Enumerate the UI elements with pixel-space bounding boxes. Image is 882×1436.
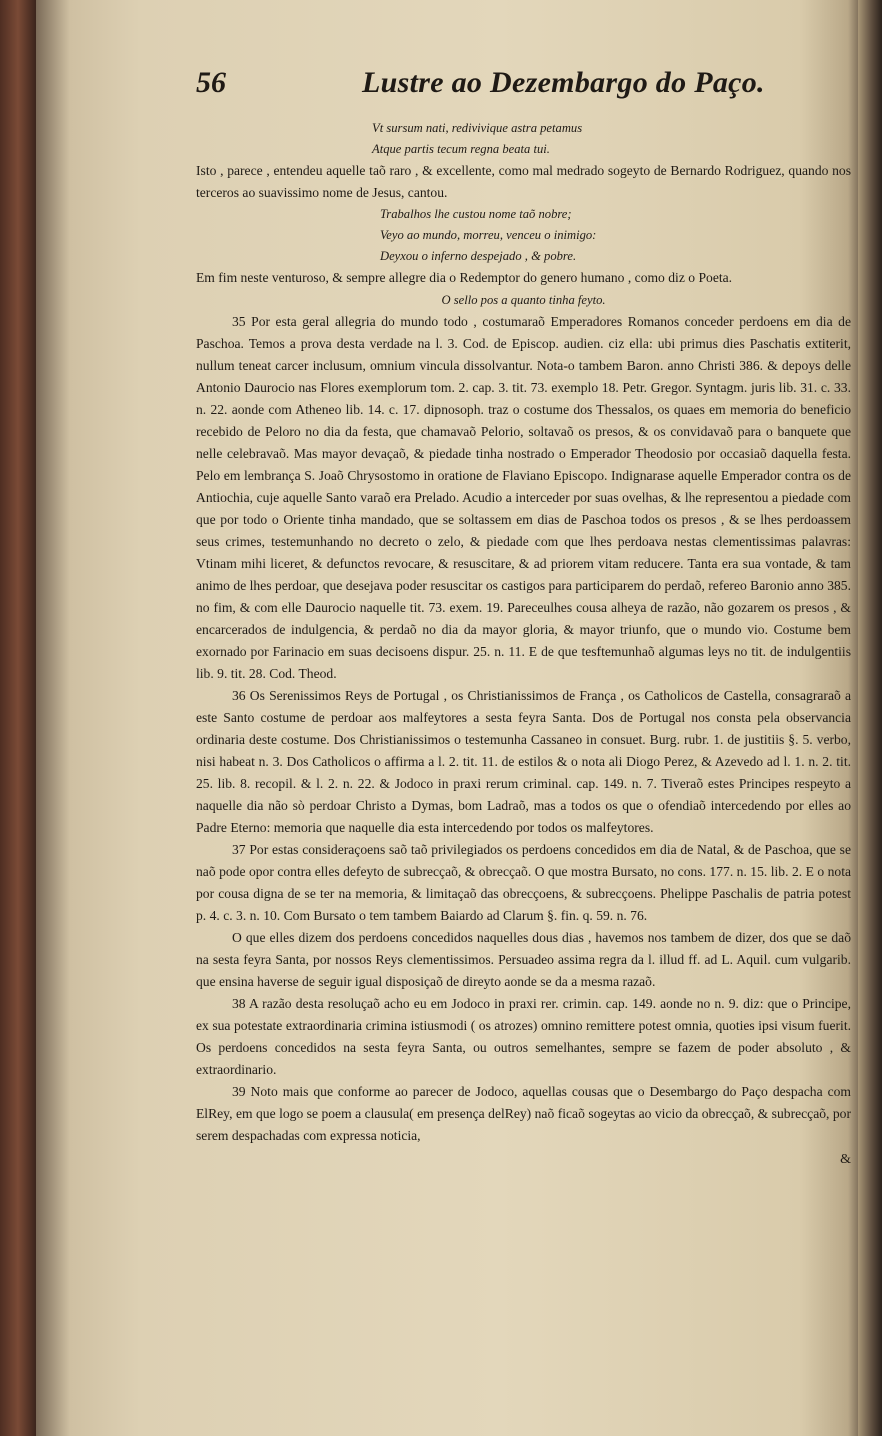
verse-line: Trabalhos lhe custou nome taõ nobre;: [380, 207, 572, 221]
catchword: &: [840, 1152, 851, 1167]
paragraph-37: 37 Por estas consideraçoens saõ taõ privilegiados os perdoens concedidos em dia de Natal, & de Paschoa, que se naõ pode opor contra elles defeyto de subrecçaõ, & obrecçaõ. O que mostra Bursato, no cons. 177. n. 15. lib. 2. E o nota por cousa digna de se ter na memoria, & limitaçaõ das obrecçoens, & subrecçoens. Phelippe Paschalis de patria potest p. 4. c. 3. n. 10. Com Bursato o tem tambem Baiardo ad Clarum §. fin. q. 59. n. 76.: [196, 842, 851, 923]
page-edge: [858, 0, 882, 1436]
verse-line: O sello pos a quanto tinha feyto.: [441, 293, 606, 307]
paragraph-isto: Isto , parece , entendeu aquelle taõ raro , & excellente, como mal medrado sogeyto de Bernardo Rodriguez, quando nos terceros ao suavissimo nome de Jesus, cantou.: [196, 163, 851, 200]
running-head: Lustre ao Dezembargo do Paço.: [362, 66, 765, 99]
verse-line: Atque partis tecum regna beata tui.: [372, 142, 550, 156]
page-header: [196, 66, 851, 118]
paragraph-o-que: O que elles dizem dos perdoens concedidos naquelles dous dias , havemos nos tambem de dizer, dos que se daõ na sesta feyra Santa, por nossos Reys clementissimos. Persuadeo assima regra da l. illud ff. ad L. Aquil. cum vulgarib. que ensina haverse de seguir igual disposiçaõ de direyto aonde se da a mesma razaõ.: [196, 930, 851, 989]
paragraph-38: 38 A razão desta resoluçaõ acho eu em Jodoco in praxi rer. crimin. cap. 149. aonde no n. 9. diz: que o Principe, ex sua potestate extraordinaria crimina istiusmodi ( os atrozes) omnino remittere potest omnia, quoties ipsi visum fuerit. Os perdoens concedidos na sesta feyra Santa, ou outros semelhantes, sempre se fazem de poder absoluto , & extraordinario.: [196, 996, 851, 1077]
paragraph-36: 36 Os Serenissimos Reys de Portugal , os Christianissimos de França , os Catholicos de Castella, consagraraõ a este Santo costume de perdoar aos malfeytores a sesta feyra Santa. Dos de Portugal nos consta pela observancia ordinaria deste costume. Dos Christianissimos o testemunha Cassaneo in consuet. Burg. rubr. 1. de justitiis §. 5. verbo, nisi habeat n. 3. Dos Catholicos o affirma a l. 2. tit. 11. de estilos & o nota ali Diogo Perez, & Azevedo ad l. 1. n. 2. tit. 25. lib. 8. recopil. & l. 2. n. 22. & Jodoco in praxi rerum criminal. cap. 149. n. 7. Tiveraõ estes Principes respeyto a naquelle dia não sò perdoar Christo a Dymas, bom Ladraõ, mas a todos os que o ofendiaõ intercedendo por elles ao Padre Eterno: memoria que naquelle dia esta intercedendo por todos os malfeytores.: [196, 688, 851, 835]
book-binding: [0, 0, 36, 1436]
paragraph-em-fim: Em fim neste venturoso, & sempre allegre dia o Redemptor do genero humano , como diz o Poeta.: [196, 270, 733, 285]
verse-line: Vt sursum nati, redivivique astra petamus: [372, 121, 583, 135]
verse-line: Deyxou o inferno despejado , & pobre.: [380, 249, 577, 263]
paragraph-35: 35 Por esta geral allegria do mundo todo , costumaraõ Emperadores Romanos conceder perdoens em dia de Paschoa. Temos a prova desta verdade na l. 3. Cod. de Episcop. audien. ciz ella: ubi primus dies Paschatis extiterit, nullum teneat carcer inclusum, omnium vincula dissolvantur. Nota-o tambem Baron. anno Christi 386. & depoys delle Antonio Daurocio nas Flores exemplorum tom. 2. cap. 3. tit. 73. exemplo 18. Petr. Gregor. Syntagm. juris lib. 31. c. 33. n. 22. aonde com Atheneo lib. 14. c. 17. dipnosoph. traz o costume dos Thessalos, os quaes em memoria do beneficio recebido de Peloro no dia da festa, que chamavaõ Pelorio, soltavaõ os presos, & os convidavaõ para o banquete que nelle celebravaõ. Mas mayor devaçaõ, & piedade tinha nostrado o Emperador Theodosio por occasiaõ daquella festa. Pelo em lembrança S. Joaõ Chrysostomo in oratione de Flaviano Episcopo. Indignarase aquelle Emperador contra os de Antiochia, cuje aquelle Santo varaõ era Prelado. Acudio a interceder por suas ovelhas, & lhe representou a piedade com que por todo o Oriente tinha mandado, que se soltassem em dias de Paschoa todos os presos , & se lhes perdoassem seus crimes, testemunhando no decreto o zelo, & piedade com que lhes perdoava nestas clementissimas palavras: Vtinam mihi liceret, & defunctos revocare, & resuscitare, & ad priorem vitam reducere. Tanta era sua vontade, & tam animo de lhes perdoar, que desejava poder resuscitar os castigos para participarem do perdaõ, refereo Baronio anno 385. no fim, & com elle Daurocio naquelle tit. 73. exem. 19. Pareceulhes cousa alheya de razão, não gozarem os presos , & encarcerados de indulgencia, & perdaõ no dia da mayor gloria, & mayor triunfo, que o mundo vio. Costume bem exornado por Farinacio em suas decisoens dispur. 25. n. 11. E de que tesftemunhaõ algumas leys no tit. de indulgentiis lib. 9. tit. 28. Cod. Theod.: [196, 314, 851, 681]
page-number: 56: [196, 66, 226, 99]
page-body: [196, 66, 851, 1171]
verse-line: Veyo ao mundo, morreu, venceu o inimigo:: [380, 228, 597, 242]
paragraph-39: 39 Noto mais que conforme ao parecer de Jodoco, aquellas cousas que o Desembargo do Paço despacha com ElRey, em que logo se poem a clausula( em presença delRey) naõ ficaõ sogeytas ao vicio da obrecçaõ, & subrecçaõ, por serem despachadas com expressa noticia,: [196, 1084, 851, 1143]
